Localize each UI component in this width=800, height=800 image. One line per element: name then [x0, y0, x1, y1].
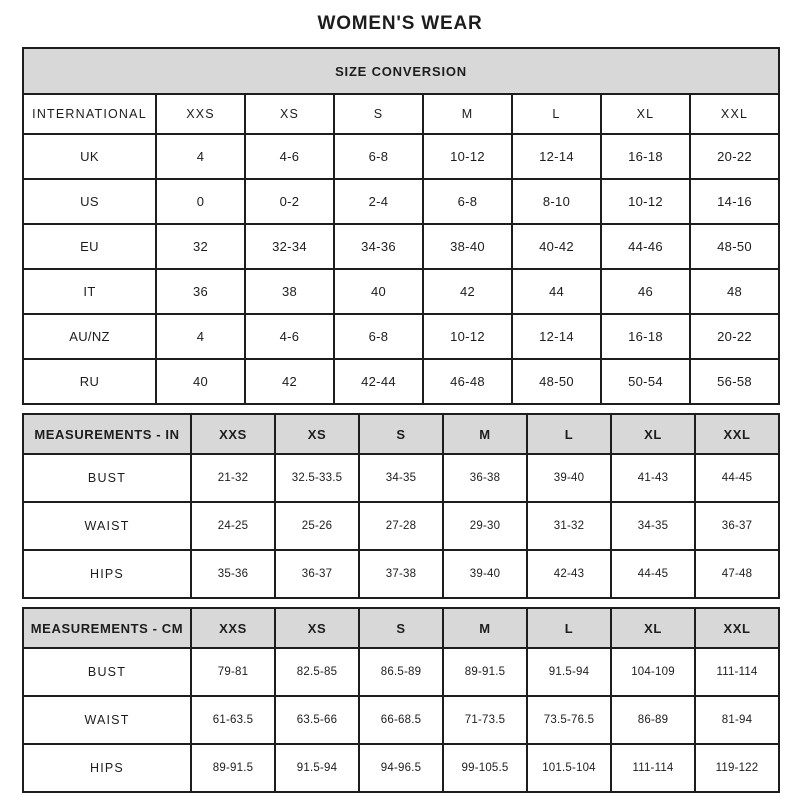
table-row-hips-in: [23, 550, 779, 598]
measure-value-cell: 36-37: [695, 502, 779, 550]
measure-value-cell: 86-89: [611, 696, 695, 744]
size-value-cell: 14-16: [690, 179, 779, 224]
table-row-eu: [23, 224, 779, 269]
size-value-cell: 46: [601, 269, 690, 314]
column-header-m: M: [443, 608, 527, 648]
column-header-xxl: XXL: [690, 94, 779, 134]
region-label-cell: UK: [23, 134, 156, 179]
size-conversion-header-row: [23, 94, 779, 134]
measure-value-cell: 35-36: [191, 550, 275, 598]
measure-value-cell: 41-43: [611, 454, 695, 502]
size-value-cell: 50-54: [601, 359, 690, 404]
measure-value-cell: 34-35: [611, 502, 695, 550]
column-header-xs: XS: [245, 94, 334, 134]
size-value-cell: 16-18: [601, 314, 690, 359]
table-row-bust-cm: [23, 648, 779, 696]
size-value-cell: 20-22: [690, 134, 779, 179]
measure-value-cell: 73.5-76.5: [527, 696, 611, 744]
size-value-cell: 4: [156, 134, 245, 179]
measure-value-cell: 24-25: [191, 502, 275, 550]
size-conversion-title-row: [23, 48, 779, 94]
column-header-m: M: [423, 94, 512, 134]
measure-value-cell: 27-28: [359, 502, 443, 550]
measure-value-cell: 91.5-94: [527, 648, 611, 696]
measure-value-cell: 101.5-104: [527, 744, 611, 792]
size-value-cell: 6-8: [334, 314, 423, 359]
measure-value-cell: 111-114: [695, 648, 779, 696]
region-label-cell: US: [23, 179, 156, 224]
size-value-cell: 4: [156, 314, 245, 359]
column-header-xxl: XXL: [695, 414, 779, 454]
column-header-l: L: [527, 414, 611, 454]
column-header-s: S: [359, 608, 443, 648]
table-row-waist-cm: [23, 696, 779, 744]
size-value-cell: 42-44: [334, 359, 423, 404]
measure-value-cell: 21-32: [191, 454, 275, 502]
measure-value-cell: 31-32: [527, 502, 611, 550]
measure-value-cell: 61-63.5: [191, 696, 275, 744]
column-header-xl: XL: [611, 608, 695, 648]
size-value-cell: 10-12: [423, 134, 512, 179]
measure-value-cell: 37-38: [359, 550, 443, 598]
measure-value-cell: 104-109: [611, 648, 695, 696]
measure-label-cell: WAIST: [23, 502, 191, 550]
measure-value-cell: 29-30: [443, 502, 527, 550]
size-value-cell: 8-10: [512, 179, 601, 224]
column-header-xs: XS: [275, 608, 359, 648]
table-row-it: [23, 269, 779, 314]
column-header-xxs: XXS: [191, 414, 275, 454]
size-value-cell: 44: [512, 269, 601, 314]
size-value-cell: 42: [245, 359, 334, 404]
size-value-cell: 40: [334, 269, 423, 314]
measure-label-cell: BUST: [23, 454, 191, 502]
table-row-uk: [23, 134, 779, 179]
measure-value-cell: 82.5-85: [275, 648, 359, 696]
measure-label-cell: BUST: [23, 648, 191, 696]
table-row-aunz: [23, 314, 779, 359]
measure-value-cell: 36-38: [443, 454, 527, 502]
column-header-xs: XS: [275, 414, 359, 454]
size-value-cell: 56-58: [690, 359, 779, 404]
measurements-cm-title: MEASUREMENTS - CM: [23, 608, 191, 648]
measure-value-cell: 91.5-94: [275, 744, 359, 792]
column-header-m: M: [443, 414, 527, 454]
column-header-international: INTERNATIONAL: [23, 94, 156, 134]
size-conversion-table: [22, 47, 780, 405]
measure-value-cell: 36-37: [275, 550, 359, 598]
measure-value-cell: 34-35: [359, 454, 443, 502]
region-label-cell: IT: [23, 269, 156, 314]
column-header-xl: XL: [601, 94, 690, 134]
measure-value-cell: 81-94: [695, 696, 779, 744]
measure-value-cell: 71-73.5: [443, 696, 527, 744]
size-value-cell: 6-8: [423, 179, 512, 224]
measure-label-cell: WAIST: [23, 696, 191, 744]
measure-value-cell: 25-26: [275, 502, 359, 550]
table-row-ru: [23, 359, 779, 404]
size-value-cell: 10-12: [601, 179, 690, 224]
size-value-cell: 10-12: [423, 314, 512, 359]
measure-value-cell: 63.5-66: [275, 696, 359, 744]
measurements-cm-header-row: [23, 608, 779, 648]
column-header-xxs: XXS: [191, 608, 275, 648]
size-value-cell: 48: [690, 269, 779, 314]
column-header-xxs: XXS: [156, 94, 245, 134]
column-header-s: S: [359, 414, 443, 454]
region-label-cell: EU: [23, 224, 156, 269]
measure-label-cell: HIPS: [23, 550, 191, 598]
measure-value-cell: 66-68.5: [359, 696, 443, 744]
size-conversion-title: SIZE CONVERSION: [23, 48, 779, 94]
size-value-cell: 4-6: [245, 134, 334, 179]
table-row-us: [23, 179, 779, 224]
column-header-xl: XL: [611, 414, 695, 454]
measure-value-cell: 44-45: [611, 550, 695, 598]
measure-value-cell: 119-122: [695, 744, 779, 792]
region-label-cell: AU/NZ: [23, 314, 156, 359]
column-header-s: S: [334, 94, 423, 134]
page-title: WOMEN'S WEAR: [317, 13, 483, 34]
column-header-l: L: [527, 608, 611, 648]
size-value-cell: 16-18: [601, 134, 690, 179]
measure-value-cell: 89-91.5: [191, 744, 275, 792]
measure-value-cell: 44-45: [695, 454, 779, 502]
size-value-cell: 44-46: [601, 224, 690, 269]
size-value-cell: 36: [156, 269, 245, 314]
table-row-hips-cm: [23, 744, 779, 792]
measure-value-cell: 111-114: [611, 744, 695, 792]
measurements-cm-table: [22, 607, 780, 793]
size-value-cell: 6-8: [334, 134, 423, 179]
measure-value-cell: 89-91.5: [443, 648, 527, 696]
measure-value-cell: 99-105.5: [443, 744, 527, 792]
size-value-cell: 0: [156, 179, 245, 224]
measurements-in-table: [22, 413, 780, 599]
size-value-cell: 32: [156, 224, 245, 269]
measurements-in-header-row: [23, 414, 779, 454]
size-value-cell: 46-48: [423, 359, 512, 404]
measure-value-cell: 47-48: [695, 550, 779, 598]
size-value-cell: 12-14: [512, 314, 601, 359]
size-value-cell: 32-34: [245, 224, 334, 269]
size-value-cell: 38: [245, 269, 334, 314]
measurements-in-title: MEASUREMENTS - IN: [23, 414, 191, 454]
measure-value-cell: 86.5-89: [359, 648, 443, 696]
region-label-cell: RU: [23, 359, 156, 404]
size-value-cell: 4-6: [245, 314, 334, 359]
measure-value-cell: 39-40: [527, 454, 611, 502]
size-value-cell: 34-36: [334, 224, 423, 269]
measure-label-cell: HIPS: [23, 744, 191, 792]
size-value-cell: 2-4: [334, 179, 423, 224]
measure-value-cell: 32.5-33.5: [275, 454, 359, 502]
size-value-cell: 40: [156, 359, 245, 404]
measure-value-cell: 79-81: [191, 648, 275, 696]
column-header-xxl: XXL: [695, 608, 779, 648]
table-row-bust-in: [23, 454, 779, 502]
size-value-cell: 48-50: [690, 224, 779, 269]
measure-value-cell: 94-96.5: [359, 744, 443, 792]
table-row-waist-in: [23, 502, 779, 550]
size-value-cell: 20-22: [690, 314, 779, 359]
measure-value-cell: 42-43: [527, 550, 611, 598]
size-value-cell: 42: [423, 269, 512, 314]
column-header-l: L: [512, 94, 601, 134]
size-value-cell: 0-2: [245, 179, 334, 224]
size-value-cell: 12-14: [512, 134, 601, 179]
size-value-cell: 38-40: [423, 224, 512, 269]
size-value-cell: 40-42: [512, 224, 601, 269]
measure-value-cell: 39-40: [443, 550, 527, 598]
size-value-cell: 48-50: [512, 359, 601, 404]
